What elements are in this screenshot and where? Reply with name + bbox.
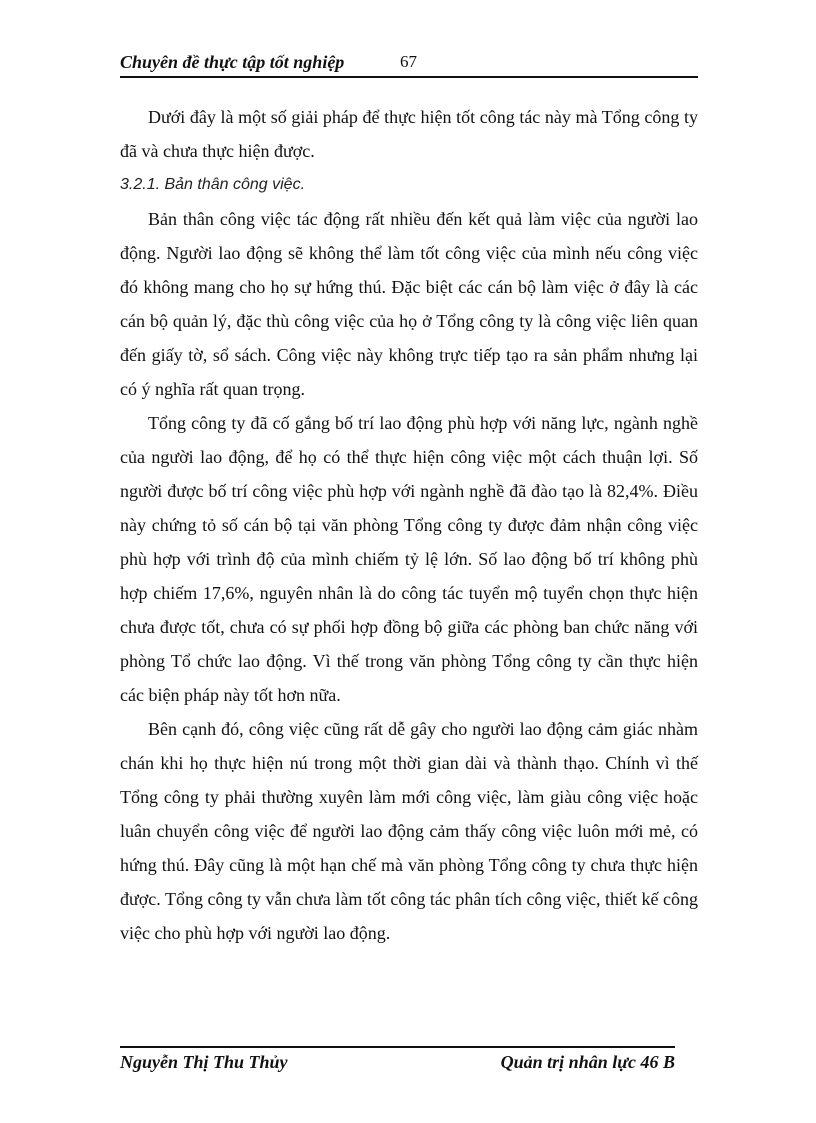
- document-body: [120, 100, 698, 950]
- paragraph-intro: Dưới đây là một số giải pháp để thực hiện tốt công tác này mà Tổng công ty đã và chưa thực hiện được.: [120, 107, 698, 161]
- header-title: Chuyên đề thực tập tốt nghiệp: [120, 52, 345, 72]
- paragraph-job-rotation: Bên cạnh đó, công việc cũng rất dễ gây cho người lao động cảm giác nhàm chán khi họ thực hiện nú trong một thời gian dài và thành thạo. Chính vì thế Tổng công ty phải thường xuyên làm mới công việc, làm giàu công việc hoặc luân chuyển công việc để người lao động cảm thấy công việc luôn mới mẻ, có hứng thú. Đây cũng là một hạn chế mà văn phòng Tổng công ty chưa thực hiện được. Tổng công ty vẫn chưa làm tốt công tác phân tích công việc, thiết kế công việc cho phù hợp với người lao động.: [120, 719, 698, 943]
- page-number: 67: [400, 52, 417, 71]
- section-heading: 3.2.1. Bản thân công việc.: [120, 176, 306, 193]
- paragraph-job-itself: Bản thân công việc tác động rất nhiều đến kết quả làm việc của người lao động. Người lao động sẽ không thể làm tốt công việc của mình nếu công việc đó không mang cho họ sự hứng thú. Đặc biệt các cán bộ làm việc ở đây là các cán bộ quản lý, đặc thù công việc của họ ở Tổng công ty là công việc liên quan đến giấy tờ, sổ sách. Công việc này không trực tiếp tạo ra sản phẩm nhưng lại có ý nghĩa rất quan trọng.: [120, 209, 698, 399]
- paragraph-staff-allocation: Tổng công ty đã cố gắng bố trí lao động phù hợp với năng lực, ngành nghề của người lao động, để họ có thể thực hiện công việc một cách thuận lợi. Số người được bố trí công việc phù hợp với ngành nghề đã đào tạo là 82,4%. Điều này chứng tỏ số cán bộ tại văn phòng Tổng công ty được đảm nhận công việc phù hợp với trình độ của mình chiếm tỷ lệ lớn. Số lao động bố trí không phù hợp chiếm 17,6%, nguyên nhân là do công tác tuyển mộ tuyển chọn thực hiện chưa được tốt, chưa có sự phối hợp đồng bộ giữa các phòng ban chức năng với phòng Tổ chức lao động. Vì thế trong văn phòng Tổng công ty cần thực hiện các biện pháp này tốt hơn nữa.: [120, 413, 698, 705]
- footer-class: Quản trị nhân lực 46 B: [500, 1052, 675, 1072]
- footer-author: Nguyễn Thị Thu Thủy: [120, 1052, 288, 1072]
- page-header: [120, 50, 698, 78]
- page-footer: [120, 1046, 675, 1082]
